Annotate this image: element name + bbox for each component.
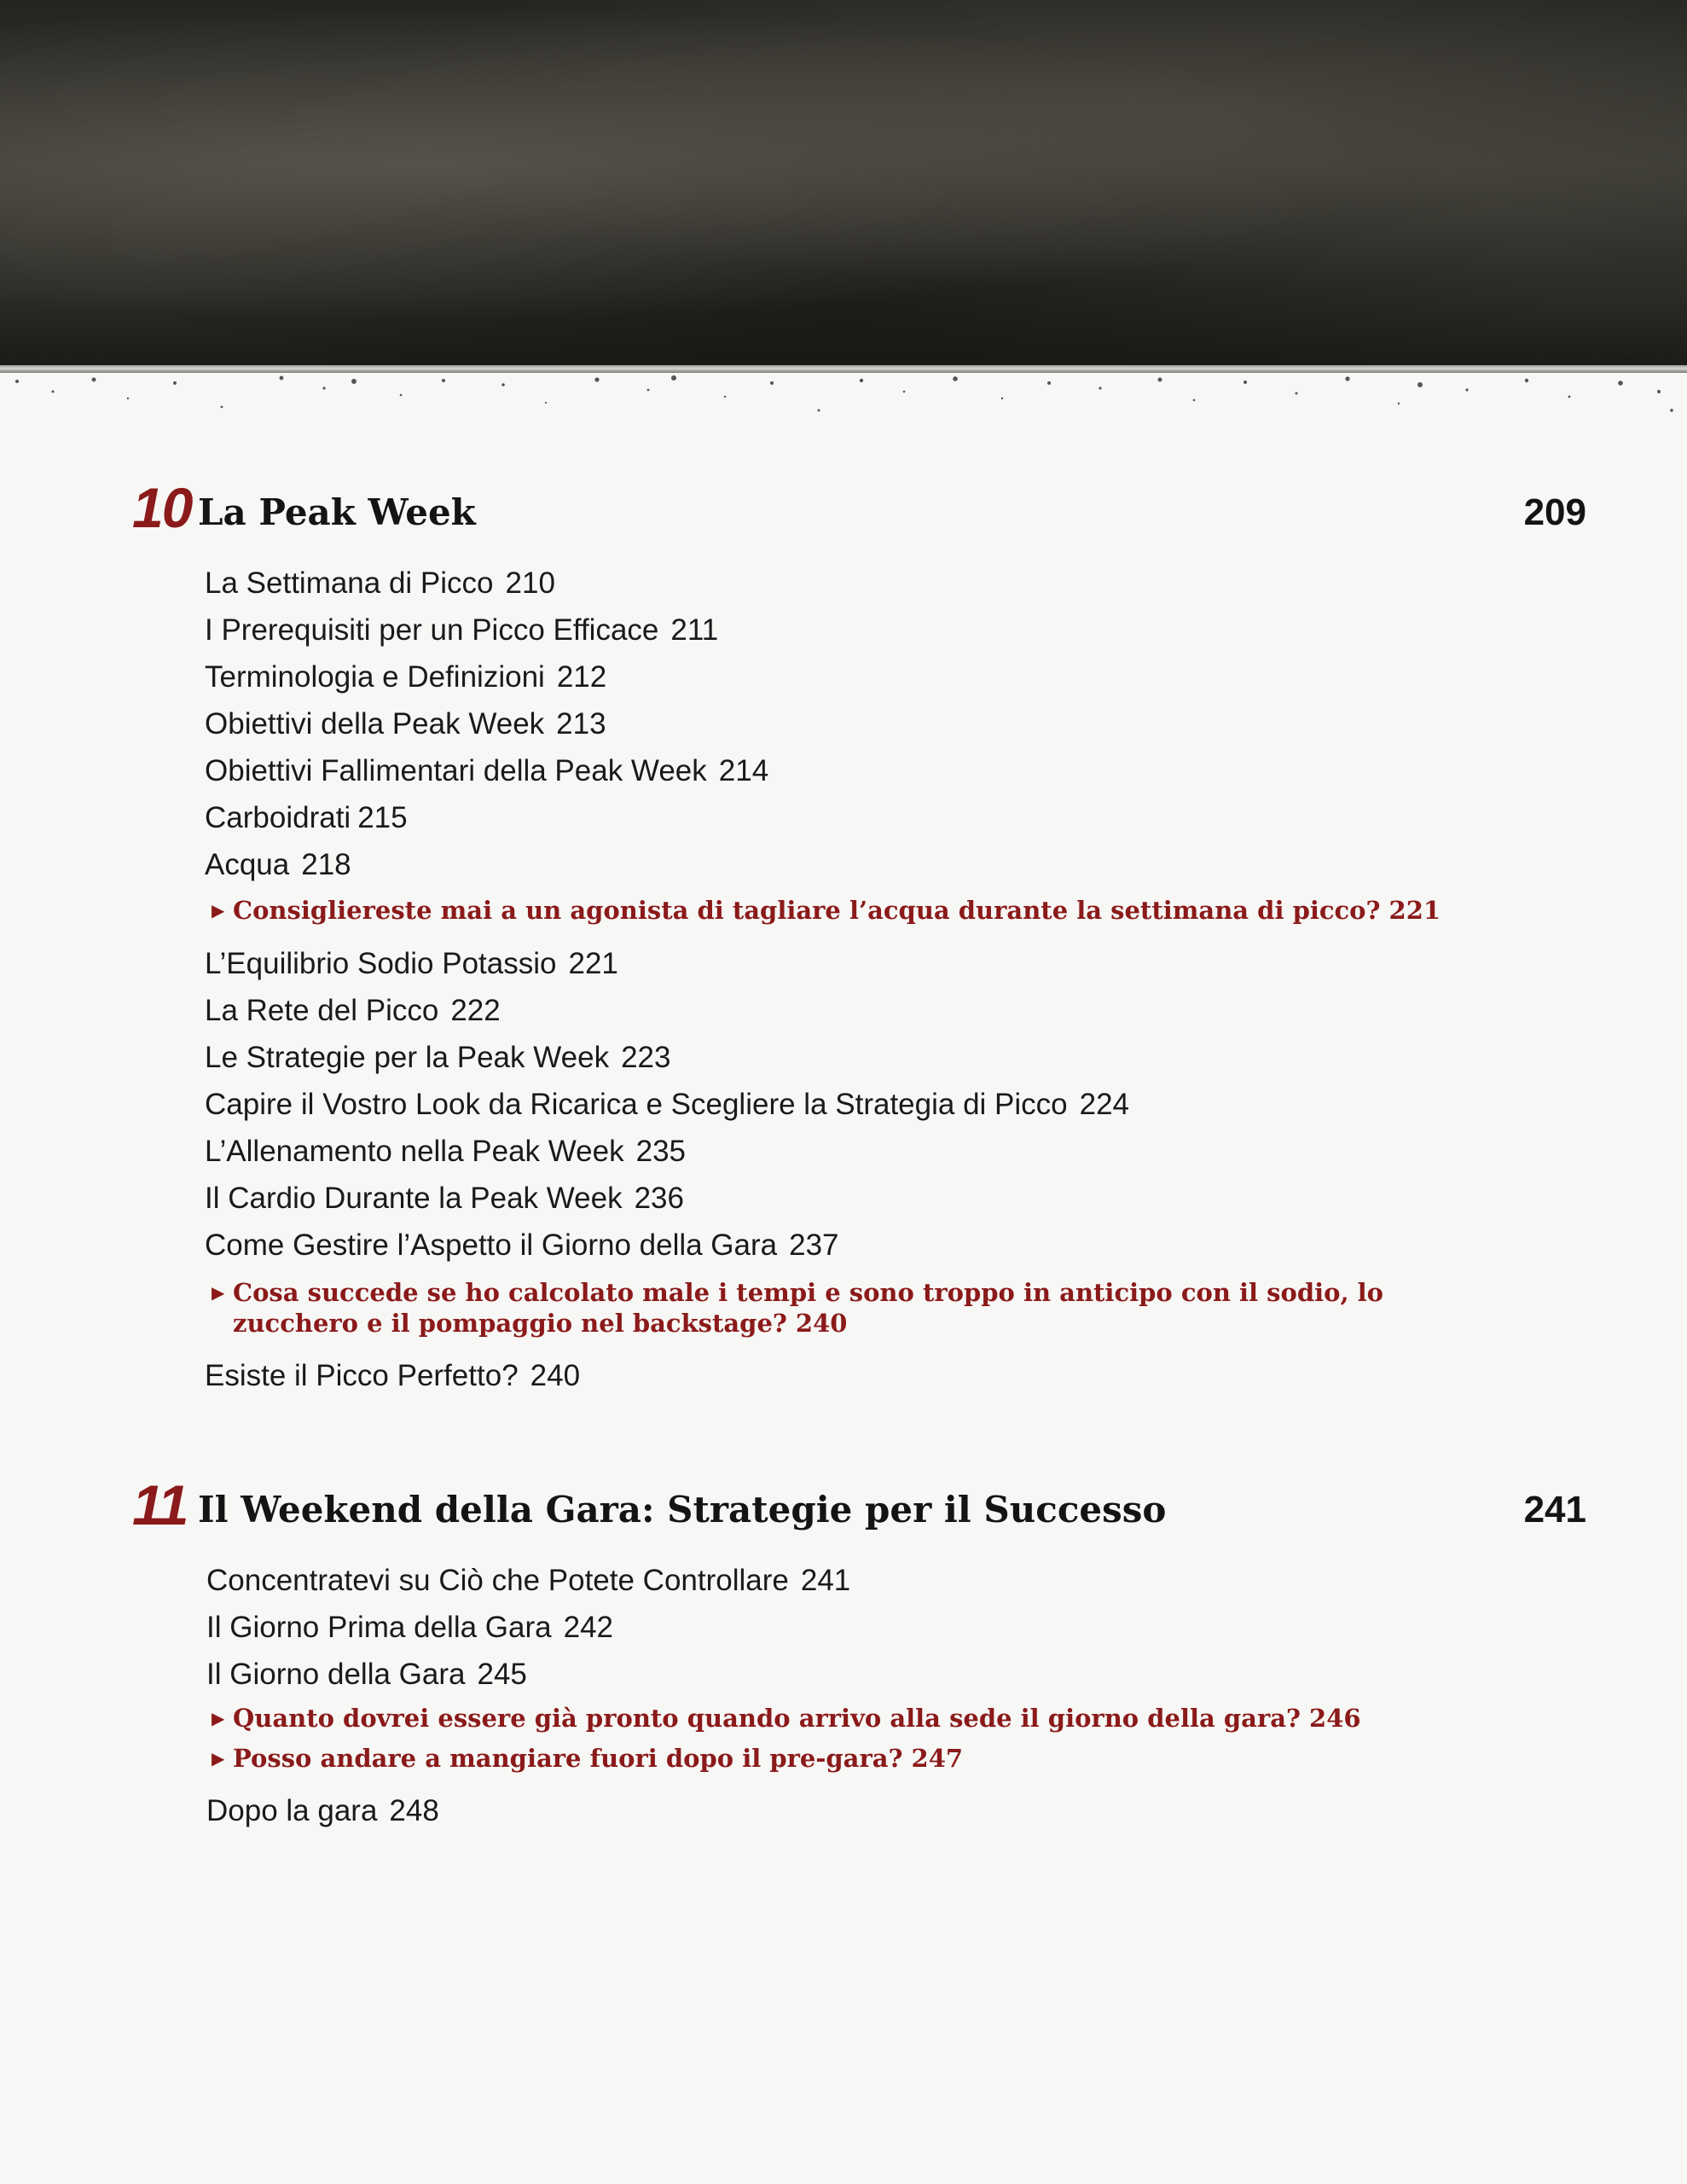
entry-page-number: 214 [718,754,769,787]
entry-title: La Rete del Picco [205,994,439,1027]
speckle-texture [0,373,1687,433]
entry-title: Il Cardio Durante la Peak Week [205,1182,623,1215]
toc-entry[interactable] [205,993,501,1029]
faq-page-number: 221 [1388,896,1441,925]
toc-entry[interactable] [205,1134,686,1170]
entry-page-number: 235 [635,1135,687,1168]
entry-page-number: 223 [621,1041,671,1074]
entry-page-number: 210 [505,566,555,600]
entry-title: La Settimana di Picco [205,566,494,600]
toc-entry[interactable] [205,1087,1129,1123]
entry-page-number: 211 [670,613,719,647]
entry-page-number: 237 [789,1228,839,1262]
entry-page-number: 224 [1079,1088,1130,1121]
toc-entry[interactable] [206,1657,527,1693]
toc-entry[interactable] [205,566,555,601]
triangle-right-icon: ▶ [212,900,225,921]
entry-page-number: 242 [563,1611,614,1644]
entry-page-number: 215 [357,801,408,834]
entry-title: I Prerequisiti per un Picco Efficace [205,613,659,647]
faq-question: Quanto dovrei essere già pronto quando arrivo alla sede il giorno della gara? [233,1704,1301,1733]
toc-entry[interactable] [206,1563,850,1599]
entry-title: Obiettivi della Peak Week [205,707,545,741]
faq-entry[interactable] [212,1703,1474,1734]
toc-entry[interactable] [205,1181,684,1217]
chapter-page-number: 209 [1523,491,1586,533]
entry-title: Terminologia e Definizioni [205,660,545,694]
faq-question: Cosa succede se ho calcolato male i tempi e sono troppo in anticipo con il sodio, lo zucchero e il pompaggio nel backstage? [233,1278,1384,1338]
entry-title: Il Giorno della Gara [206,1658,466,1691]
chapter-number: 10 [132,476,192,539]
faq-page-number: 247 [911,1744,964,1773]
entry-page-number: 236 [634,1182,684,1215]
triangle-right-icon: ▶ [212,1282,225,1303]
chapter-title: La Peak Week [198,491,476,533]
toc-entry[interactable] [206,1610,613,1646]
entry-title: L’Equilibrio Sodio Potassio [205,947,557,980]
toc-entry[interactable] [205,659,606,695]
entry-title: Capire il Vostro Look da Ricarica e Scegliere la Strategia di Picco [205,1088,1068,1121]
chapter-page-number: 241 [1523,1489,1586,1531]
banner-edge-divider [0,365,1687,373]
toc-entry[interactable] [205,1358,580,1394]
entry-title: Dopo la gara [206,1794,378,1827]
triangle-right-icon: ▶ [212,1708,225,1728]
toc-entry[interactable] [205,1228,839,1263]
entry-title: Come Gestire l’Aspetto il Giorno della Gara [205,1228,778,1262]
faq-entry[interactable] [212,895,1474,926]
chapter-title: Il Weekend della Gara: Strategie per il Successo [198,1489,1167,1531]
toc-entry[interactable] [205,946,618,982]
entry-title: Obiettivi Fallimentari della Peak Week [205,754,707,787]
faq-question: Consigliereste mai a un agonista di tagliare l’acqua durante la settimana di picco? [233,896,1381,925]
faq-page-number: 246 [1309,1704,1361,1733]
header-banner [0,0,1687,365]
toc-entry[interactable] [205,1040,670,1076]
entry-page-number: 222 [450,994,501,1027]
entry-title: Concentratevi su Ciò che Potete Controllare [206,1564,789,1597]
entry-title: Il Giorno Prima della Gara [206,1611,552,1644]
toc-entry[interactable] [205,706,606,742]
entry-page-number: 212 [556,660,607,694]
entry-page-number: 241 [800,1564,851,1597]
faq-entry[interactable] [212,1743,1474,1774]
entry-title: Esiste il Picco Perfetto? [205,1359,519,1392]
entry-page-number: 245 [477,1658,527,1691]
entry-page-number: 218 [301,848,351,881]
toc-entry[interactable] [205,847,351,883]
entry-title: Carboidrati [205,801,351,834]
entry-title: Le Strategie per la Peak Week [205,1041,610,1074]
entry-title: Acqua [205,848,290,881]
toc-entry[interactable] [205,613,718,648]
faq-entry[interactable] [212,1277,1474,1339]
entry-page-number: 248 [389,1794,439,1827]
chapter-heading[interactable] [0,473,1687,542]
chapter-number: 11 [132,1473,188,1536]
toc-entry[interactable] [206,1793,439,1829]
triangle-right-icon: ▶ [212,1748,225,1769]
toc-entry[interactable] [205,753,768,789]
chapter-heading[interactable] [0,1471,1687,1539]
entry-page-number: 240 [530,1359,581,1392]
entry-page-number: 213 [556,707,606,741]
faq-page-number: 240 [795,1309,848,1338]
entry-page-number: 221 [568,947,618,980]
faq-question: Posso andare a mangiare fuori dopo il pre-gara? [233,1744,903,1773]
entry-title: L’Allenamento nella Peak Week [205,1135,624,1168]
toc-entry[interactable] [205,800,408,836]
